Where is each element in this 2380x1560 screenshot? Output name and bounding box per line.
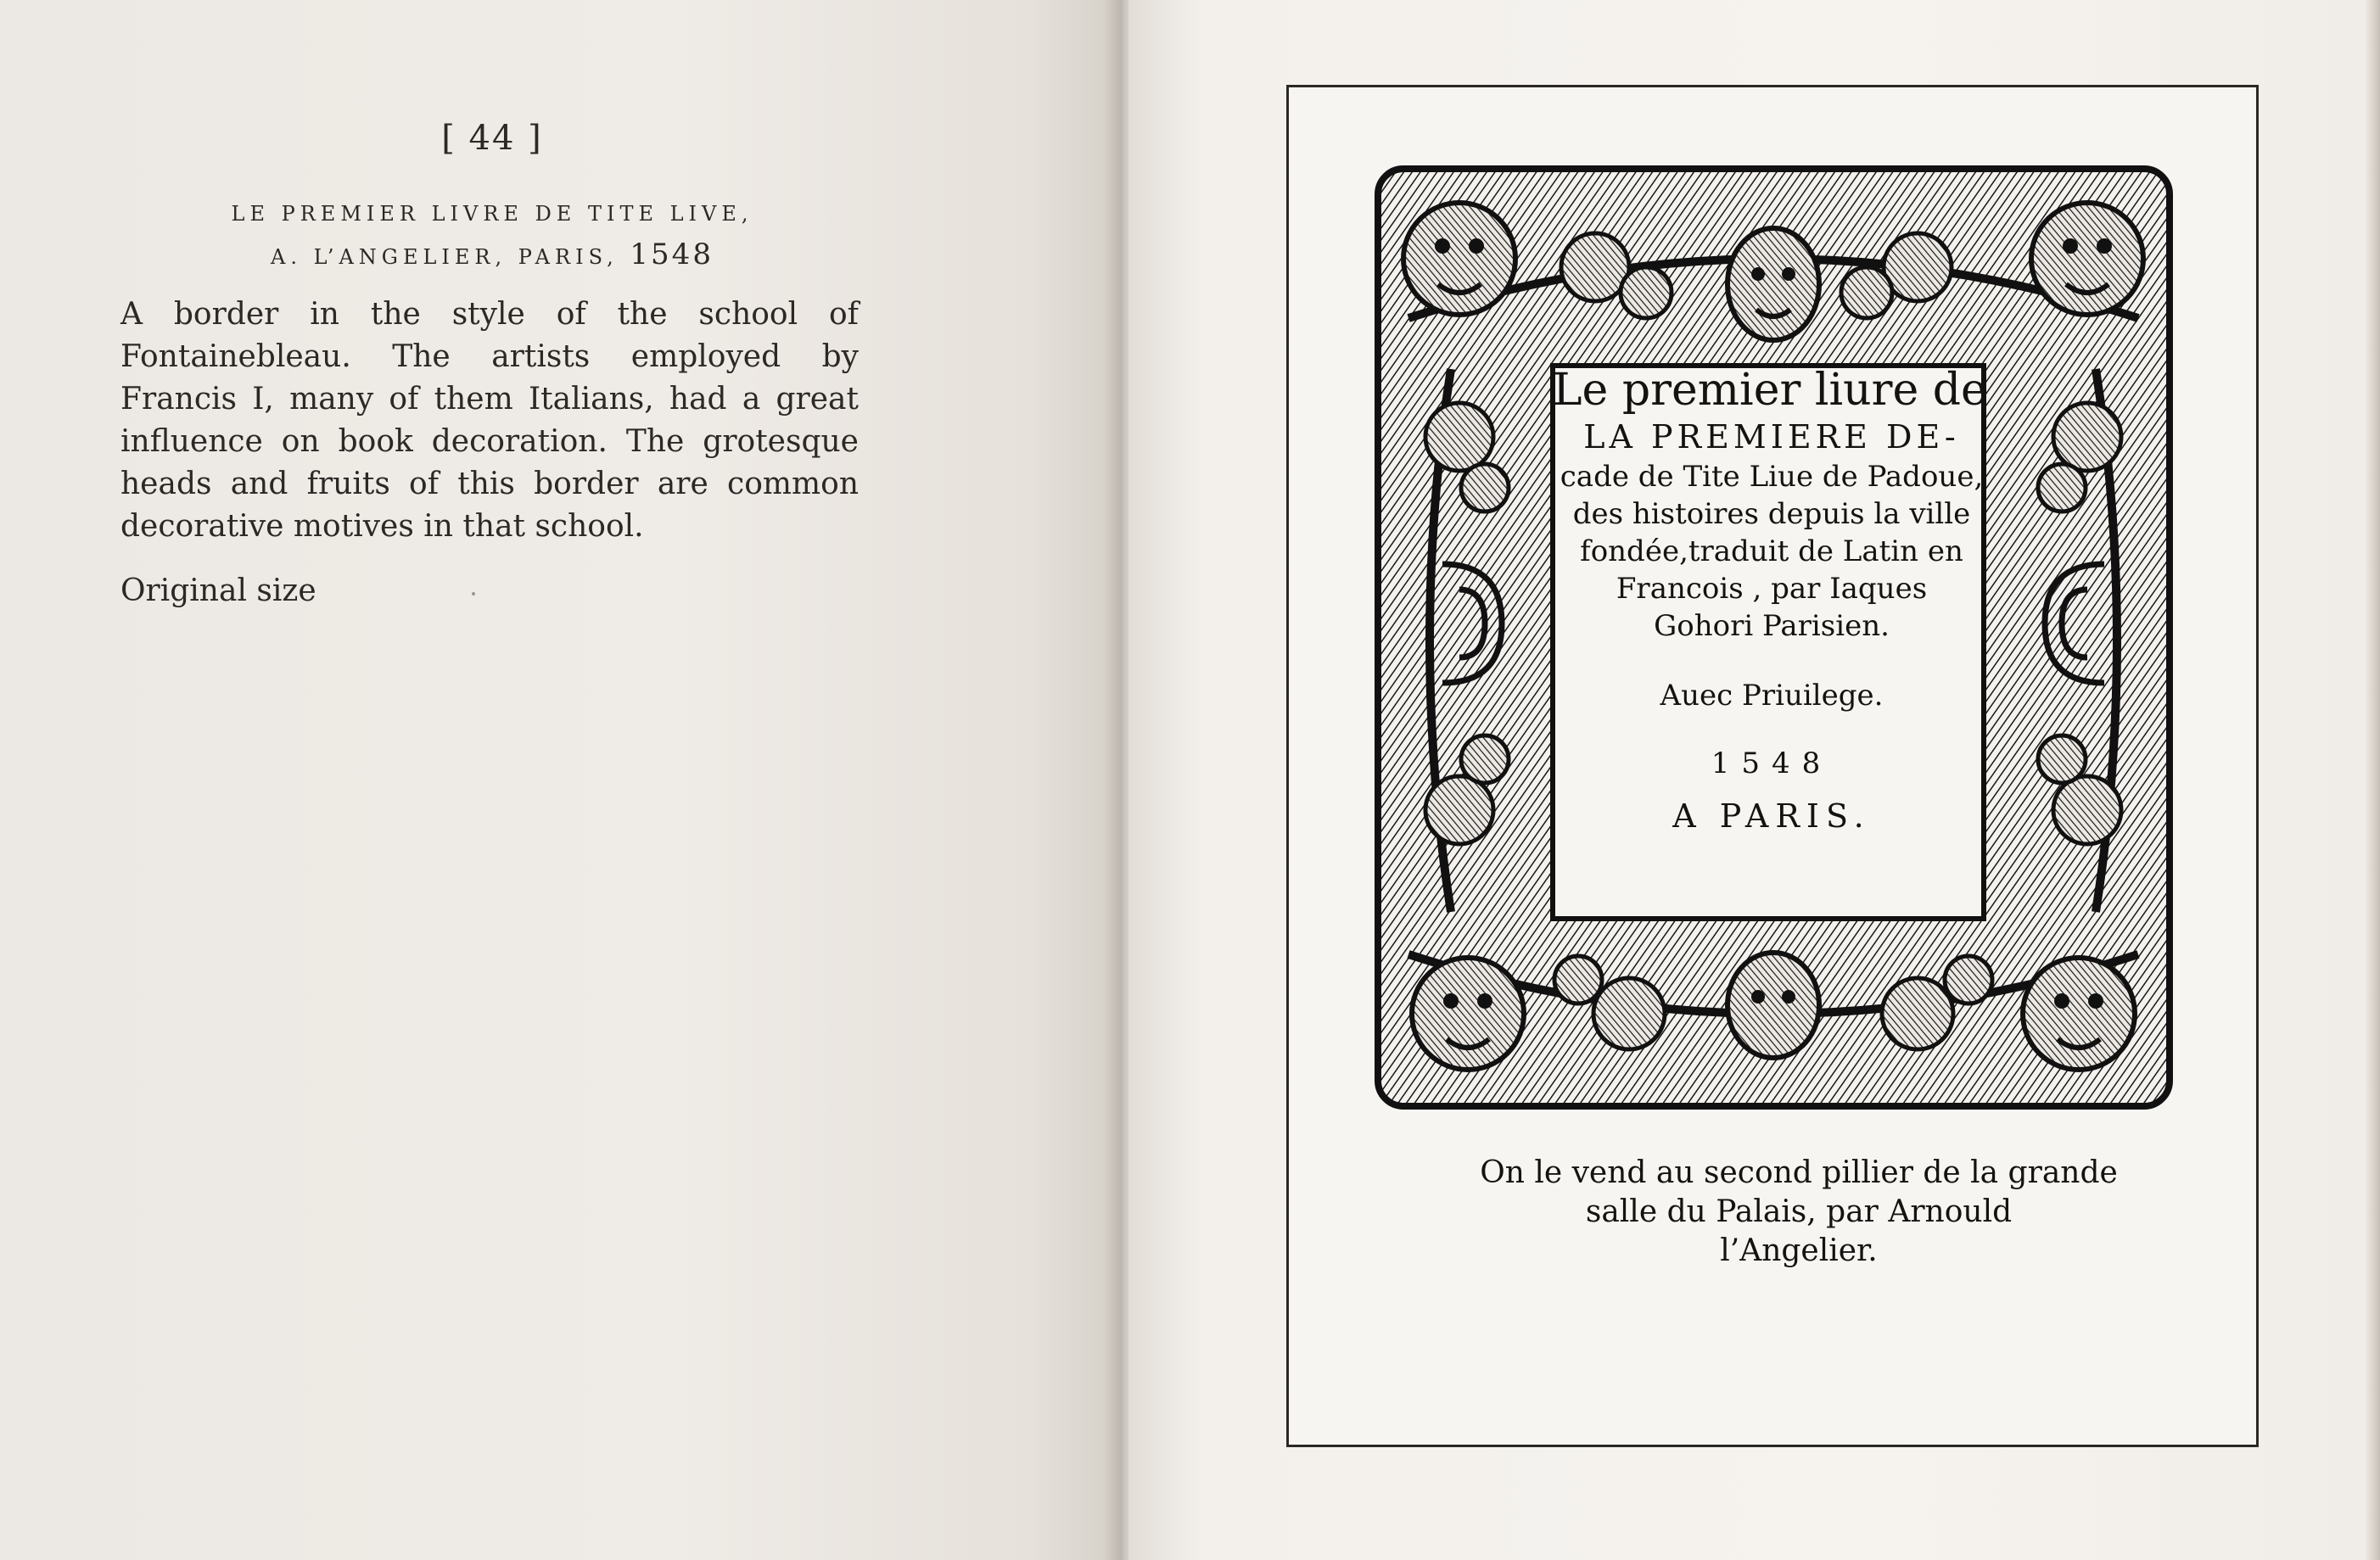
grotesque-head-bottom-left xyxy=(1412,958,1524,1070)
imprint xyxy=(1442,1154,2155,1271)
title-page-line-5: Francois , par Iaques xyxy=(1616,572,1928,606)
caption-line-2 xyxy=(136,234,848,277)
title-page-line-3: des histoires depuis la ville xyxy=(1572,497,1971,531)
caption-year: 1548 xyxy=(630,238,714,271)
grotesque-head-bottom-right xyxy=(2023,958,2135,1070)
title-page-line-1: LA PREMIERE DE- xyxy=(1583,418,1960,456)
title-page-line-4: fondée,traduit de Latin en xyxy=(1580,534,1963,568)
title-page-line-6: Gohori Parisien. xyxy=(1654,609,1890,643)
imprint-line-1: On le vend au second pillier de la grande xyxy=(1480,1155,2118,1190)
caption-line-1: LE PREMIER LIVRE DE TITE LIVE, xyxy=(231,202,753,226)
title-page-title: Le premier liure de xyxy=(1553,365,1987,416)
caption-publisher: A. L’ANGELIER, PARIS, xyxy=(271,245,619,269)
title-page-line-2: cade de Tite Liue de Padoue, xyxy=(1560,460,1984,494)
imprint-line-3: l’Angelier. xyxy=(1720,1233,1878,1268)
title-page-year: 1548 xyxy=(1711,746,1833,780)
title-page-city: A PARIS. xyxy=(1672,797,1871,835)
description-paragraph: A border in the style of the school of Fontainebleau. The artists employed by Francis I, many of them Italians, had a great influence on book decoration. The grotesque heads and fruits of this border are common decorative motives in that school. xyxy=(120,297,859,544)
grotesque-head-top-right xyxy=(2031,203,2143,315)
size-note: Original size xyxy=(120,573,316,608)
page-number: [ 44 ] xyxy=(441,119,543,158)
left-page xyxy=(0,0,1118,1560)
lion-mask-top xyxy=(1728,228,1819,340)
grotesque-head-top-left xyxy=(1403,203,1515,315)
paper-speck xyxy=(472,592,475,595)
title-page-privilege: Auec Priuilege. xyxy=(1660,679,1884,713)
plate-caption xyxy=(136,193,848,277)
mask-bottom xyxy=(1728,953,1819,1058)
page-edge xyxy=(2365,0,2380,1560)
title-page-text xyxy=(1553,365,1987,835)
imprint-line-2: salle du Palais, par Arnould xyxy=(1585,1194,2013,1229)
